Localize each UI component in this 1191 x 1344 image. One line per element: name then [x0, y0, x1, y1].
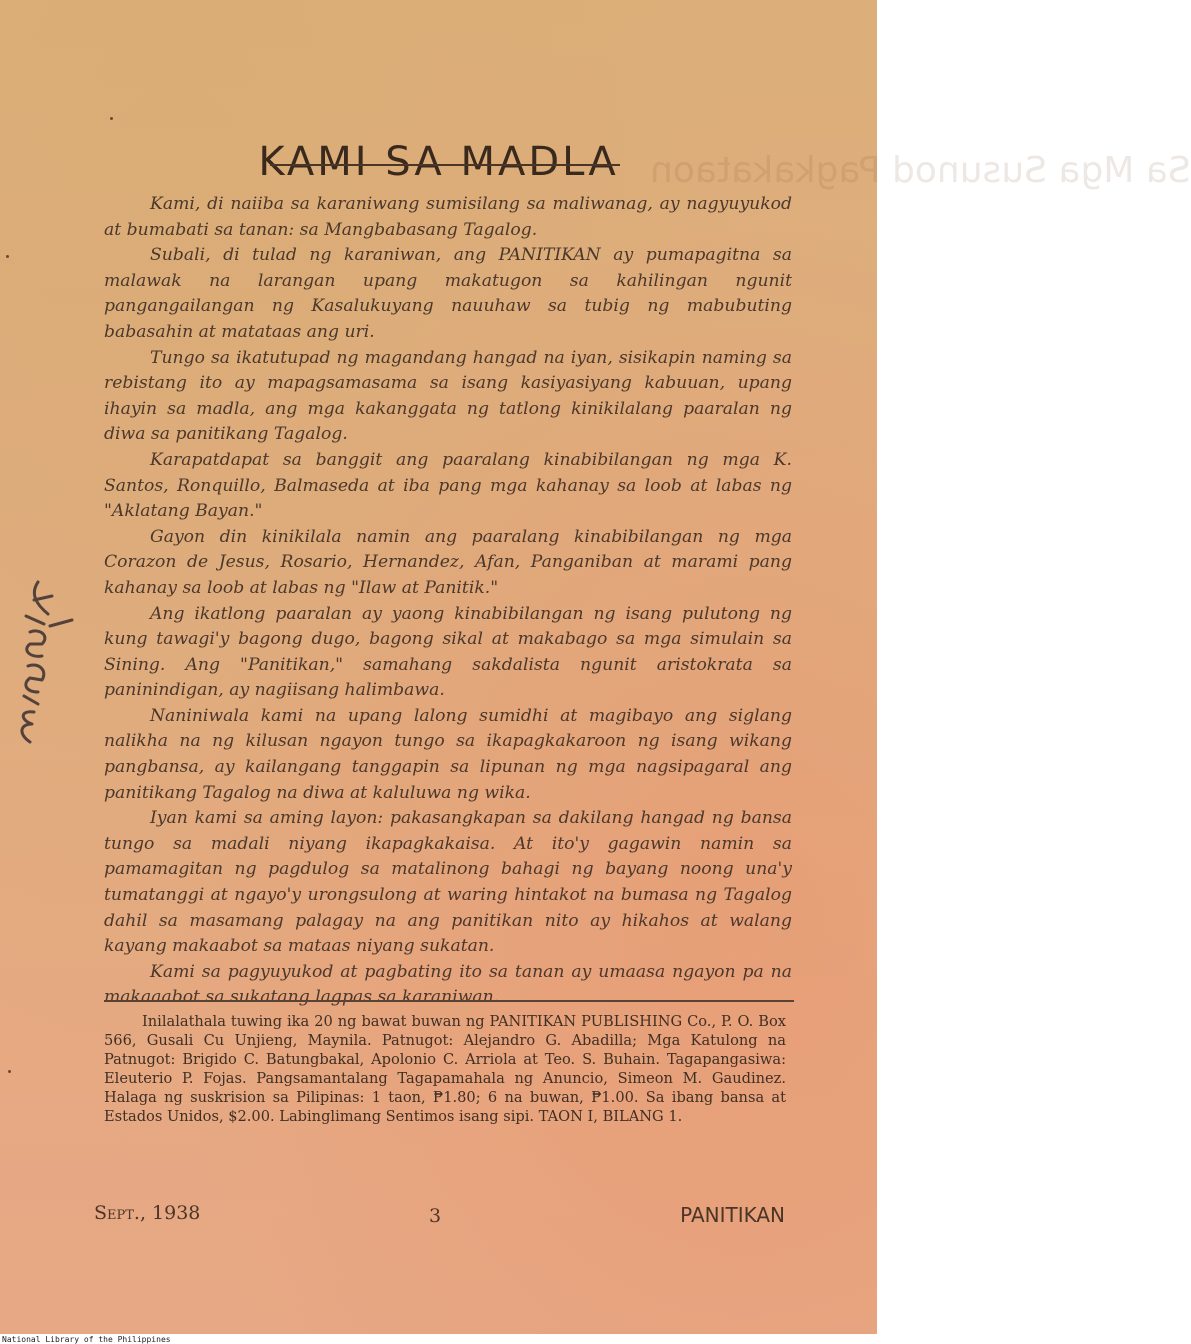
paragraph: Tungo sa ikatutupad ng magandang hangad na iyan, sisikapin naming sa rebistang ito ay mapagsamasama sa isang kasiyasiyang kabuuan, upang ihayin sa madla, ang mga kakanggata ng tatlong kinikilalang paaralan ng diwa sa panitikang Tagalog.: [104, 347, 792, 445]
colophon-text: Inilalathala tuwing ika 20 ng bawat buwan ng PANITIKAN PUBLISHING Co., P. O. Box 566, Gusali Cu Unjieng, Maynila. Patnugot: Alejandro G. Abadilla; Mga Katulong na Patnugot: Brigido C. Batungbakal, Apolonio C. Arriola at Teo. S. Buhain. Tagapangasiwa: Eleuterio P. Fojas. Pangsamantalang Tagapamahala ng Anuncio, Simeon M. Gaudinez. Halaga ng suskrision sa Pilipinas: 1 taon, ₱1.80; 6 na buwan, ₱1.00. Sa ibang bansa at Estados Unidos, $2.00. Labinglimang Sentimos isang sipi. TAON I, BILANG 1.: [104, 1013, 786, 1125]
paragraph: Karapatdapat sa banggit ang paaralang kinabibilangan ng mga K. Santos, Ronquillo, Balmaseda at iba pang mga kahanay sa loob at labas ng "Aklatang Bayan.": [104, 449, 792, 522]
colophon: [104, 1012, 786, 1126]
footer-page-number: 3: [429, 1205, 442, 1227]
footer-date: Sept., 1938: [94, 1202, 201, 1224]
image-credit: National Library of the Philippines: [2, 1335, 171, 1344]
paragraph: Iyan kami sa aming layon: pakasangkapan sa dakilang hangad ng bansa tungo sa madali niyang ikapagkakaisa. At ito'y gagawin namin sa pamamagitan ng pagdulog sa matalinong bahagi ng bayang noong una'y tumatanggi at ngayo'y urongsulong at waring hintakot na bumasa ng Tagalog dahil sa masamang palagay na ang panitikan nito ay hikahos at walang kayang makaabot sa mataas niyang sukatan.: [104, 808, 792, 957]
paper-speck: [8, 1070, 11, 1073]
paragraph: Kami sa pagyuyukod at pagbating ito sa tanan ay umaasa ngayon pa na makaaabot sa sukatang lagpas sa karaniwan.: [104, 961, 792, 1008]
section-divider: [104, 1000, 794, 1002]
editorial-body: [104, 192, 792, 1011]
footer-publication: PANITIKAN: [680, 1203, 785, 1227]
paper-speck: [6, 255, 9, 258]
title-underline: [270, 164, 620, 166]
paper-speck: [110, 117, 113, 120]
paragraph: Subali, di tulad ng karaniwan, ang PANITIKAN ay pumapagitna sa malawak na larangan upang makatugon sa kahilingan ngunit pangangailangan ng Kasalukuyang nauuhaw sa tubig ng mabubuting babasahin at matataas ang uri.: [104, 245, 792, 342]
handwritten-catalog-mark: [8, 574, 78, 744]
paragraph: Gayon din kinikilala namin ang paaralang kinabibilangan ng mga Corazon de Jesus, Rosario, Hernandez, Afan, Panganiban at marami pang kahanay sa loob at labas ng "Ilaw at Panitik.": [104, 526, 792, 598]
paragraph: Ang ikatlong paaralan ay yaong kinabibilangan ng isang pulutong ng kung tawagi'y bagong dugo, bagong sikal at makabago sa mga simulain sa Sining. Ang "Panitikan," samahang sakdalista ngunit aristokrata sa paninindigan, ay nagiisang halimbawa.: [104, 603, 792, 701]
page-title: KAMI SA MADLA: [258, 138, 619, 185]
bleed-through-text: Sa Mga Susunod Pagkakataon: [650, 150, 1191, 191]
paragraph: Kami, di naiiba sa karaniwang sumisilang sa maliwanag, ay nagyuyukod at bumabati sa tanan: sa Mangbabasang Tagalog.: [104, 194, 792, 240]
paragraph: Naniniwala kami na upang lalong sumidhi at magibayo ang siglang nalikha na ng kilusan ngayon tungo sa ikapagkakaroon ng isang wikang pangbansa, ay kailangang tanggapin sa lipunan ng mga nagsipagaral ang panitikang Tagalog na diwa at kaluluwa ng wika.: [104, 705, 792, 803]
